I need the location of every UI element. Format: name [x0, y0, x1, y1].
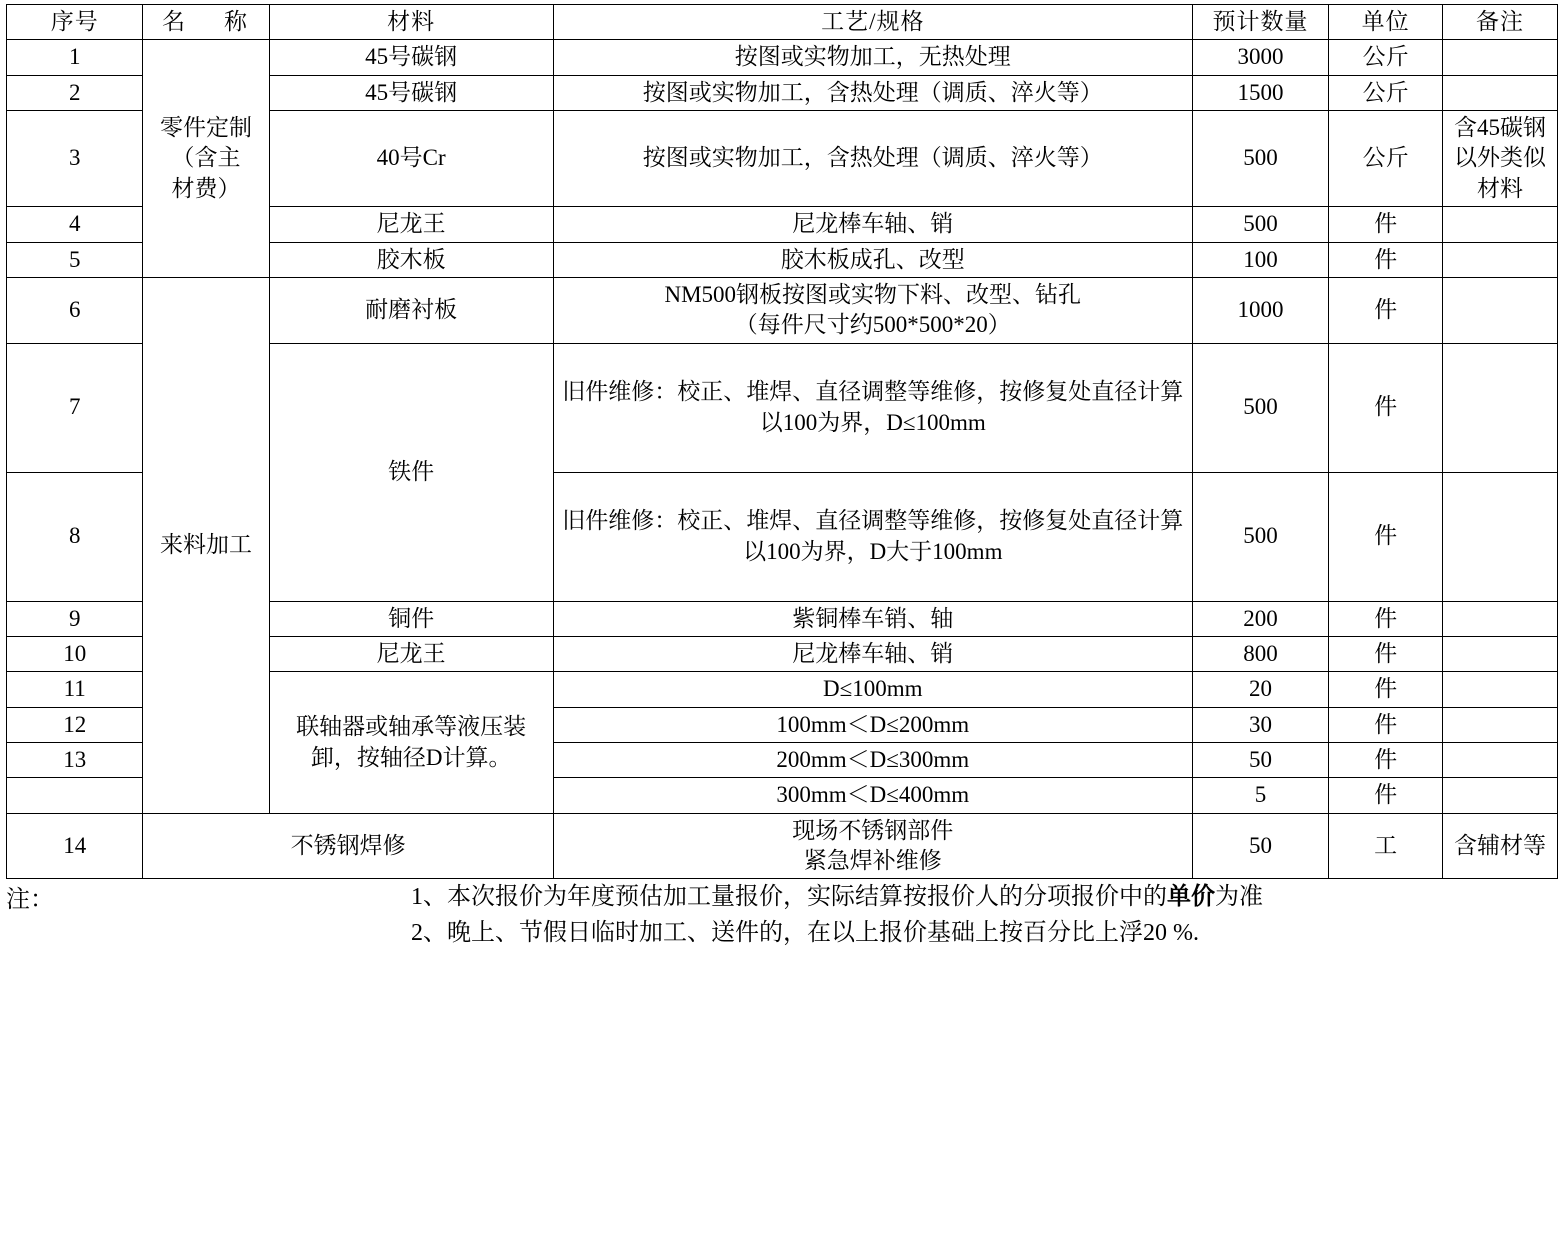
header-remark: 备注	[1443, 5, 1558, 40]
notes-content	[411, 879, 1558, 951]
cell-remark	[1443, 242, 1558, 277]
note-line-1	[411, 879, 1558, 915]
cell-spec: 按图或实物加工，含热处理（调质、淬火等）	[553, 75, 1192, 110]
cell-spec-line1: 现场不锈钢部件	[792, 817, 954, 843]
cell-qty: 100	[1192, 242, 1328, 277]
cell-material: 尼龙王	[269, 636, 553, 671]
cell-unit: 公斤	[1329, 111, 1443, 207]
cell-unit: 工	[1329, 813, 1443, 879]
cell-qty: 3000	[1192, 40, 1328, 75]
cell-remark: 含辅材等	[1443, 813, 1558, 879]
cell-unit: 件	[1329, 277, 1443, 343]
cell-unit: 件	[1329, 636, 1443, 671]
header-qty: 预计数量	[1192, 5, 1328, 40]
cell-spec-line2: （每件尺寸约500*500*20）	[734, 312, 1011, 338]
cell-spec: 旧件维修：校正、堆焊、直径调整等维修，按修复处直径计算以100为界，D≤100mm	[553, 343, 1192, 472]
cell-material: 铜件	[269, 601, 553, 636]
note-line-1-part-a: 1、本次报价为年度预估加工量报价，实际结算按报价人的分项报价中的	[411, 884, 1167, 911]
cell-no: 2	[7, 75, 143, 110]
table-row	[7, 40, 1558, 75]
header-unit: 单位	[1329, 5, 1443, 40]
table-row	[7, 277, 1558, 343]
cell-remark	[1443, 778, 1558, 813]
group-iron-part: 铁件	[269, 343, 553, 601]
header-name: 名 称	[143, 5, 269, 40]
cell-no: 11	[7, 672, 143, 707]
notes-block	[6, 879, 1558, 951]
cell-qty: 800	[1192, 636, 1328, 671]
cell-spec: 尼龙棒车轴、销	[553, 636, 1192, 671]
cell-remark	[1443, 636, 1558, 671]
cell-spec: 旧件维修：校正、堆焊、直径调整等维修，按修复处直径计算以100为界，D大于100mm	[553, 472, 1192, 601]
cell-no: 13	[7, 743, 143, 778]
cell-qty: 50	[1192, 813, 1328, 879]
cell-remark	[1443, 707, 1558, 742]
cell-unit: 公斤	[1329, 75, 1443, 110]
cell-unit: 件	[1329, 472, 1443, 601]
cell-no	[7, 778, 143, 813]
cell-qty: 200	[1192, 601, 1328, 636]
cell-qty: 50	[1192, 743, 1328, 778]
cell-remark: 含45碳钢以外类似材料	[1443, 111, 1558, 207]
cell-qty: 30	[1192, 707, 1328, 742]
cell-qty: 20	[1192, 672, 1328, 707]
cell-spec-line2: 紧急焊补维修	[803, 848, 942, 874]
cell-no: 14	[7, 813, 143, 879]
cell-unit: 件	[1329, 743, 1443, 778]
cell-material: 胶木板	[269, 242, 553, 277]
cell-qty: 1000	[1192, 277, 1328, 343]
cell-spec: 按图或实物加工，含热处理（调质、淬火等）	[553, 111, 1192, 207]
cell-remark	[1443, 75, 1558, 110]
cell-spec: 200mm＜D≤300mm	[553, 743, 1192, 778]
cell-spec: 300mm＜D≤400mm	[553, 778, 1192, 813]
cell-unit: 件	[1329, 242, 1443, 277]
cell-material: 40号Cr	[269, 111, 553, 207]
cell-spec	[553, 277, 1192, 343]
cell-unit: 件	[1329, 672, 1443, 707]
cell-qty: 500	[1192, 472, 1328, 601]
cell-qty: 500	[1192, 207, 1328, 242]
group-custom-parts-line2: （含主	[171, 145, 241, 171]
note-line-1-part-c: 为准	[1215, 884, 1263, 911]
cell-spec-line1: NM500钢板按图或实物下料、改型、钻孔	[664, 281, 1082, 307]
note-line-1-emphasis: 单价	[1167, 884, 1215, 911]
cell-unit: 件	[1329, 601, 1443, 636]
cell-spec	[553, 813, 1192, 879]
cell-qty: 500	[1192, 343, 1328, 472]
group-coupling: 联轴器或轴承等液压装卸，按轴径D计算。	[269, 672, 553, 813]
cell-spec: 紫铜棒车销、轴	[553, 601, 1192, 636]
notes-label: 注：	[6, 887, 54, 914]
cell-remark	[1443, 277, 1558, 343]
cell-remark	[1443, 472, 1558, 601]
cell-no: 12	[7, 707, 143, 742]
items-table	[6, 4, 1558, 879]
cell-no: 1	[7, 40, 143, 75]
group-incoming-processing: 来料加工	[143, 277, 269, 813]
cell-remark	[1443, 343, 1558, 472]
cell-material: 尼龙王	[269, 207, 553, 242]
cell-no: 5	[7, 242, 143, 277]
cell-no: 9	[7, 601, 143, 636]
cell-spec: 尼龙棒车轴、销	[553, 207, 1192, 242]
cell-no: 8	[7, 472, 143, 601]
cell-spec: 胶木板成孔、改型	[553, 242, 1192, 277]
cell-no: 3	[7, 111, 143, 207]
cell-remark	[1443, 207, 1558, 242]
cell-no: 10	[7, 636, 143, 671]
cell-material: 45号碳钢	[269, 40, 553, 75]
cell-remark	[1443, 601, 1558, 636]
note-line-2: 2、晚上、节假日临时加工、送件的，在以上报价基础上按百分比上浮20 %.	[411, 920, 1199, 947]
cell-qty: 1500	[1192, 75, 1328, 110]
cell-qty: 500	[1192, 111, 1328, 207]
cell-qty: 5	[1192, 778, 1328, 813]
header-no: 序号	[7, 5, 143, 40]
cell-remark	[1443, 672, 1558, 707]
cell-material: 不锈钢焊修	[143, 813, 553, 879]
cell-spec: 按图或实物加工，无热处理	[553, 40, 1192, 75]
table-row	[7, 813, 1558, 879]
cell-no: 7	[7, 343, 143, 472]
cell-material: 耐磨衬板	[269, 277, 553, 343]
cell-material: 45号碳钢	[269, 75, 553, 110]
group-custom-parts-line3: 材费）	[171, 175, 241, 201]
cell-unit: 件	[1329, 778, 1443, 813]
header-material: 材料	[269, 5, 553, 40]
cell-no: 6	[7, 277, 143, 343]
table-header-row	[7, 5, 1558, 40]
group-custom-parts	[143, 40, 269, 278]
cell-remark	[1443, 40, 1558, 75]
cell-spec: D≤100mm	[553, 672, 1192, 707]
cell-spec: 100mm＜D≤200mm	[553, 707, 1192, 742]
cell-unit: 件	[1329, 707, 1443, 742]
cell-remark	[1443, 743, 1558, 778]
cell-no: 4	[7, 207, 143, 242]
header-spec: 工艺/规格	[553, 5, 1192, 40]
cell-unit: 件	[1329, 207, 1443, 242]
cell-unit: 公斤	[1329, 40, 1443, 75]
cell-unit: 件	[1329, 343, 1443, 472]
group-custom-parts-line1: 零件定制	[160, 115, 252, 141]
